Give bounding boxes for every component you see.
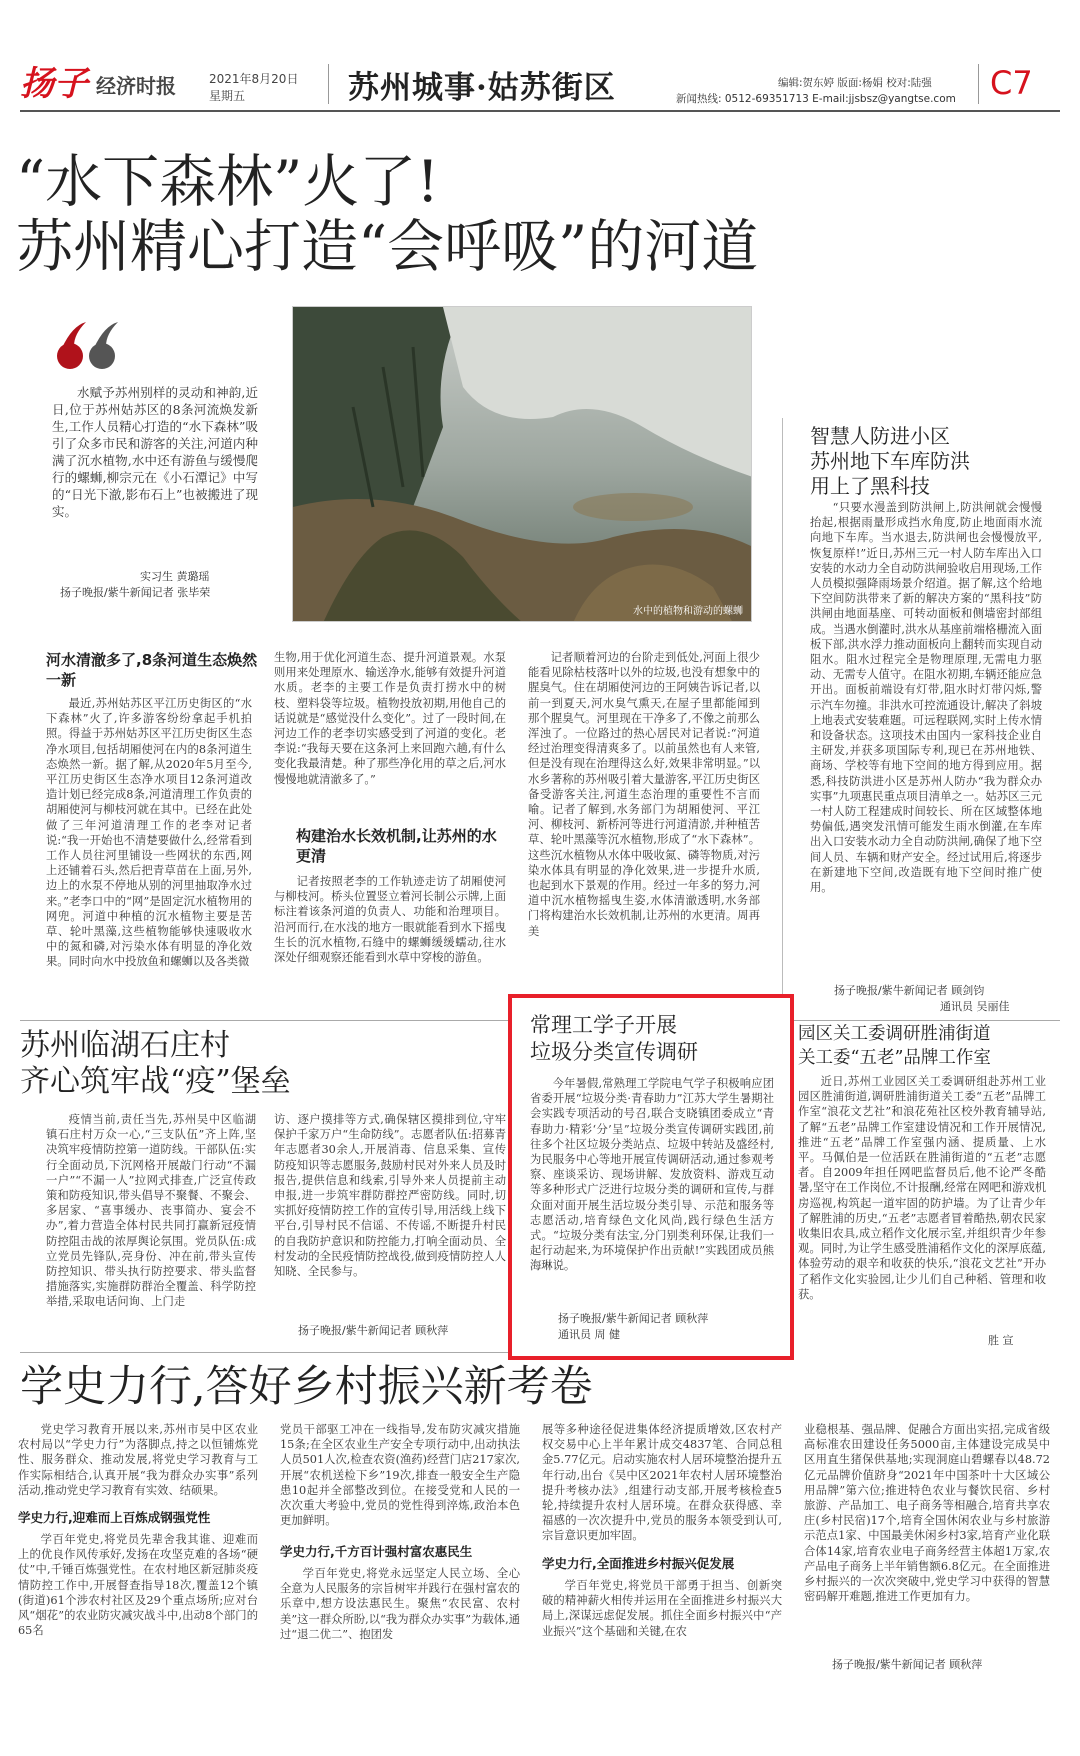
lead-intro: 水赋予苏州别样的灵动和神韵,近日,位于苏州姑苏区的8条河流焕发新生,工作人员精心打造的“水下森林”吸引了众多市民和游客的关注,河道内种满了沉水植物,水中还有游鱼与缓慢爬行的螺蛳,柳宗元在《小石潭记》中写的“日光下澈,影布石上”也被搬进了现实。	[52, 385, 258, 519]
lead-col-1: 最近,苏州姑苏区平江历史街区的“水下森林”火了,许多游客纷纷拿起手机拍照。得益于苏州姑苏区平江历史街区生态净水项目,包括胡厢使河在内的8条河道生态焕然一新。据了解,从2020年5月至今,平江历史街区生态净水项目12条河道改造计划已经完成8条,河道清理工作负责的胡厢使河与柳枝河就在其中。已经在此处做了三年河道清理工作的老李对记者说:“我一开始也不清楚要做什么,经常看到工作人员往河里铺设一些网状的东西,网上还铺着石头,然后把青草苗在上面,另外,边上的水泵不停地从别的河里抽取净水过来。”老李口中的“网”是固定沉水植物用的网兜。河道中种植的沉水植物主要是苦草、轮叶黑藻,这些植物能够快速吸收水中的氮和磷,对污染水体有明显的净化效果。同时向水中投放鱼和螺蛳以及各类微	[46, 697, 252, 969]
lead-credit-reporter: 扬子晚报/紫牛新闻记者 张毕荣	[60, 586, 211, 599]
xueshi-col-1b: 学百年党史,将党员先辈舍我其谁、迎难而上的优良作风传承好,发扬在攻坚克难的各场“硬仗”中,千锤百炼强党性。在农村地区新冠肺炎疫情防控工作中,开展督查指导18次,覆盖12个镇(街道)61个涉农村社区及29个重点场所;应对台风“烟花”的农业防灾减灾战斗中,出动8个部门的65名	[18, 1533, 258, 1638]
lead-headline-line2: 苏州精心打造“会呼吸”的河道	[16, 213, 759, 280]
issue-weekday: 星期五	[209, 89, 246, 103]
fangxun-headline: 智慧人防进小区 苏州地下车库防洪 用上了黑科技	[810, 424, 970, 498]
changli-body: 今年暑假,常熟理工学院电气学子积极响应团省委开展“垃圾分类·青春助力”江苏大学生暑期社会实践专项活动的号召,联合支晓镇团委成立“青春助力·精彩‘分’呈”垃圾分类宣传调研实践团,前往多个社区垃圾分类站点、垃圾中转站及盛经村,为民服务中心等地开展宣传调研活动,通过参观考察、座谈采访、现场讲解、发放资料、游戏互动等多种形式广泛进行垃圾分类的调研和宣传,与群众面对面开展生活垃圾分类引导、示范和服务等志愿活动,培育绿色文化风尚,践行绿色生活方式。“垃圾分类有法宝,分门别类利环保,让我们一起行动起来,为环境保护作出贡献!”实践团成员熊海琳说。	[530, 1077, 774, 1273]
changli-headline: 常理工学子开展 垃圾分类宣传调研	[530, 1013, 698, 1064]
xueshi-col-2b: 学百年党史,将党永远坚定人民立场、全心全意为人民服务的宗旨树牢并践行在强村富农的乐章中,想方设法惠民生。聚焦“农民富、农村美”这一群众所盼,以“我为群众办实事”为载体,通过“退二优二”、抱团发	[280, 1567, 520, 1641]
shizhuang-byline: 扬子晚报/紫牛新闻记者 顾秋萍	[298, 1324, 449, 1337]
changli-article-box	[508, 994, 794, 1360]
lead-col-2: 生物,用于优化河道生态、提升河道景观。水泵则用来处理原水、输送净水,能够有效提升河道水质。老李的主要工作是负责打捞水中的树枝、塑料袋等垃圾。植物投放初期,用他自己的话说就是“感觉没什么变化”。过了一段时间,在河边工作的老李切实感受到了河道的变化。老李说:“我每天要在这条河上来回跑六趟,有什么变化我最清楚。种了那些净化用的草之后,河水慢慢地就清澈多了。”	[274, 651, 506, 786]
photo-caption: 水中的植物和游动的螺蛳	[633, 606, 743, 617]
lead-photo	[292, 306, 752, 622]
lead-subhead-1: 河水清澈多了,8条河道生态焕然一新	[46, 651, 258, 689]
fangxun-byline-reporter: 扬子晚报/紫牛新闻记者 顾剑钧	[834, 984, 985, 997]
yuanqu-byline: 胜 宣	[988, 1334, 1014, 1347]
lead-col-3: 记者顺着河边的台阶走到低处,河面上很少能看见除枯枝落叶以外的垃圾,也没有想象中的腥臭气。住在胡厢使河边的王阿姨告诉记者,以前一到夏天,河水臭气熏天,在屋子里都能闻到那个腥臭气。河里现在干净多了,不像之前那么浑浊了。一位路过的热心居民对记者说:“河道经过治理变得清爽多了。以前虽然也有人来管,但是没有现在治理得这么好,效果非常明显。”以水乡著称的苏州吸引着大量游客,平江历史街区备受游客关注,河道生态治理的重要性不言而喻。记者了解到,水务部门为胡厢使河、平江河、柳枝河、新桥河等进行河道清淤,并种植苦草、轮叶黑藻等沉水植物,形成了“水下森林”。这些沉水植物从水体中吸收氮、磷等物质,对污染水体具有明显的净化效果,进一步提升水质,也起到水下景观的作用。经过一年多的努力,河道中沉水植物摇曳生姿,水体清澈透明,水务部门将构建治水长效机制,让苏州的水更清。周再美	[528, 651, 760, 938]
header	[0, 0, 1080, 112]
xueshi-headline: 学史力行,答好乡村振兴新考卷	[20, 1362, 593, 1412]
xueshi-subhead-1: 学史力行,迎难而上百炼成钢强党性	[18, 1510, 211, 1525]
xueshi-col-4: 业稳根基、强品牌、促融合方面出实招,完成省级高标准农田建设任务5000亩,主体建设完成吴中区用直生猪保供基地;实现洞庭山碧螺春以48.72亿元品牌价值跻身“2021年中国茶叶十大区域公用品牌”第六位;推进特色农业与餐饮民宿、乡村旅游、产品加工、电子商务等相融合,培育共享农庄(乡村民宿)17个,培育全国休闲农业与乡村旅游示范点1家、中国最美休闲乡村3家,培育产业化联合体14家,培育农业电子商务经营主体超1万家,农产品电子商务上半年销售额6.8亿元。在全面推进乡村振兴的一次次突破中,党史学习中获得的智慧密码解开难题,推进工作更加有力。	[804, 1423, 1050, 1604]
shizhuang-headline: 苏州临湖石庄村 齐心筑牢战“疫”堡垒	[20, 1028, 291, 1099]
shizhuang-col-2: 访、逐户摸排等方式,确保辖区摸排到位,守牢保护千家万户“生命防线”。志愿者队伍:招募青年志愿者30余人,开展消毒、信息采集、宣传防疫知识等志愿服务,鼓励村民对外来人员及时报告,提供信息和线索,引导外来人员提前主动申报,进一步筑牢群防群控严密防线。同时,切实抓好疫情防控工作的宣传引导,用活线上线下平台,引导村民不信谣、不传谣,不断提升村民的自我防护意识和防控能力,打响全面动员、全村发动的全民疫情防控战役,做到疫情防控人人知晓、全民参与。	[274, 1113, 506, 1279]
xueshi-col-3b: 学百年党史,将党员干部勇于担当、创新突破的精神薪火相传并运用在全面推进乡村振兴大局上,深谋远虑促发展。抓住全面乡村振兴中“产业振兴”这个基础和关键,在农	[542, 1579, 782, 1638]
page-number: C7	[990, 64, 1033, 102]
lead-subhead-2: 构建治水长效机制,让苏州的水更清	[296, 827, 497, 865]
xueshi-col-1: 党史学习教育开展以来,苏州市吴中区农业农村局以“学史力行”为落脚点,持之以恒铺炼党性、服务群众、推动发展,将党史学习教育与工作实际相结合,认真开展“我为群众办实事”系列活动,推动党史学习教育有实效、结硕果。	[18, 1423, 258, 1497]
paper-logo: 扬子	[20, 64, 88, 104]
lead-headline	[16, 150, 758, 280]
lead-credit-intern: 实习生 黄璐瑶	[140, 570, 210, 583]
changli-byline-correspondent: 通讯员 周 健	[558, 1328, 620, 1341]
section-title: 苏州城事·姑苏街区	[348, 70, 616, 106]
xueshi-subhead-3: 学史力行,全面推进乡村振兴促发展	[542, 1556, 735, 1571]
editor-credits: 编辑:贺东婷 版面:杨娟 校对:陆强	[778, 77, 932, 89]
lead-col-2b: 记者按照老李的工作轨迹走访了胡厢使河与柳枝河。桥头位置竖立着河长制公示牌,上面标注着该条河道的负责人、功能和治理项目。沿河而行,在水浅的地方一眼就能看到水下摇曳生长的沉水植物,石缝中的螺蛳缓缓蠕动,往水深处仔细观察还能看到水草中穿梭的游鱼。	[274, 875, 506, 965]
xueshi-subhead-2: 学史力行,千方百计强村富农惠民生	[280, 1544, 473, 1559]
xueshi-col-3: 展等多种途径促进集体经济提质增效,区农村产权交易中心上半年累计成交4837笔、合同总租金5.77亿元。启动实施农村人居环境整治提升五年行动,出台《吴中区2021年农村人居环境整治提升考核办法》,组建行动支部,开展考核检查5轮,持续提升农村人居环境。在群众获得感、幸福感的一次次提升中,党员的服务本领受到认可,宗旨意识更加牢固。	[542, 1423, 782, 1543]
xueshi-col-2: 党员干部驱工冲在一线指导,发布防灾减灾措施15条;在全区农业生产安全专项行动中,出动执法人员501人次,检查农资(渔药)经营门店217家次,开展“农机送检下乡”19次,排查一般安全生产隐患10起并全部整改到位。在接受党和人民的一次次重大考验中,党员的党性得到淬炼,政治本色更加鲜明。	[280, 1423, 520, 1528]
fangxun-body: “只要水漫盖到防洪闸上,防洪闸就会慢慢抬起,根据雨量形成挡水角度,防止地面雨水流向地下车库。当水退去,防洪闸也会慢慢放平,恢复原样!”近日,苏州三元一村人防车库出入口安装的水动力全自动防洪闸验收启用现场,工作人员模拟强降雨场景介绍道。据了解,这个给地下空间防洪带来了新的解决方案的“黑科技”防洪闸由地面基座、可转动面板和侧墙密封部组成。当遇水倒灌时,洪水从基座前端格栅流入面板下部,洪水浮力推动面板向上翻转而实现自动阻水。阻水过程完全是物理原理,无需电力驱动、无需专人值守。在阻水初期,车辆还能应急开出。面板前端设有灯带,阻水时灯带闪烁,警示汽车勿撞。非洪水可控流通设计,解决了斜坡上地表式安装难题。可远程联网,实时上传水情和设备状态。这项技术由国内一家科技企业自主研发,并获多项国际专利,现已在苏州地铁、商场、学校等有地下空间的地方得到应用。据悉,科技防洪进小区是苏州人防办“我为群众办实事”九项惠民重点项目清单之一。姑苏区三元一村人防工程建成时间较长、所在区域整体地势偏低,遇突发汛情可能发生雨水倒灌,在车库出入口安装水动力全自动防洪闸,确保了地下空间人员、车辆和财产安全。经过试用后,将逐步在新建地下空间,改造既有地下空间时推广使用。	[810, 501, 1042, 895]
shizhuang-col-1: 疫情当前,责任当先,苏州吴中区临湖镇石庄村万众一心,“三支队伍”齐上阵,坚决筑牢疫情防控第一道防线。干部队伍:实行全面动员,下沉网格开展敲门行动“不漏一户”“不漏一人”拉网式排查,广泛宣传政策和防疫知识,带头倡导不聚餐、不聚会、多居家、“喜事缓办、丧事简办、宴会不办”,着力营造全体村民共同打赢新冠疫情防控阻击战的浓厚舆论氛围。党员队伍:成立党员先锋队,亮身份、冲在前,带头宣传防控知识、带头执行防控要求、带头监督措施落实,实施群防群治全覆盖、科学防控举措,采取电话问询、上门走	[46, 1113, 256, 1309]
changli-byline-reporter: 扬子晚报/紫牛新闻记者 顾秋萍	[558, 1312, 709, 1325]
lead-headline-line1: “水下森林”火了!	[16, 149, 440, 215]
quote-mark-icon	[52, 320, 122, 370]
news-hotline: 新闻热线: 0512-69351713 E-mail:jjsbsz@yangtse.com	[676, 93, 956, 105]
xueshi-byline: 扬子晚报/紫牛新闻记者 顾秋萍	[832, 1658, 983, 1671]
yuanqu-body: 近日,苏州工业园区关工委调研组赴苏州工业园区胜浦街道,调研胜浦街道关工委“五老”品牌工作室“浪花文艺社”和浪花苑社区校外教育辅导站,了解“五老”品牌工作室建设情况和工作开展情况,推进“五老”品牌工作室强内涵、提质量、上水平。马佩伯是一位活跃在胜浦街道的“五老”志愿者。自2009年担任网吧监督员后,他不论严冬酷暑,坚守在工作岗位,不计报酬,经常在网吧和游戏机房巡视,构筑起一道牢固的防护墙。为了让青少年了解胜浦的历史,“五老”志愿者冒着酷热,朝农民家收集旧农具,成立稻作文化展示室,并组织青少年参观。同时,为让学生感受胜浦稻作文化的深厚底蕴,体验劳动的艰辛和收获的快乐,“浪花文艺社”开办了稻作文化实验园,让少儿们自己种稻、管理和收获。	[798, 1075, 1046, 1301]
fangxun-byline-correspondent: 通讯员 吴丽佳	[940, 1000, 1010, 1013]
yuanqu-headline: 园区关工委调研胜浦街道 关工委“五老”品牌工作室	[798, 1024, 991, 1068]
paper-name: 经济时报	[96, 74, 176, 98]
issue-date: 2021年8月20日	[209, 72, 299, 86]
